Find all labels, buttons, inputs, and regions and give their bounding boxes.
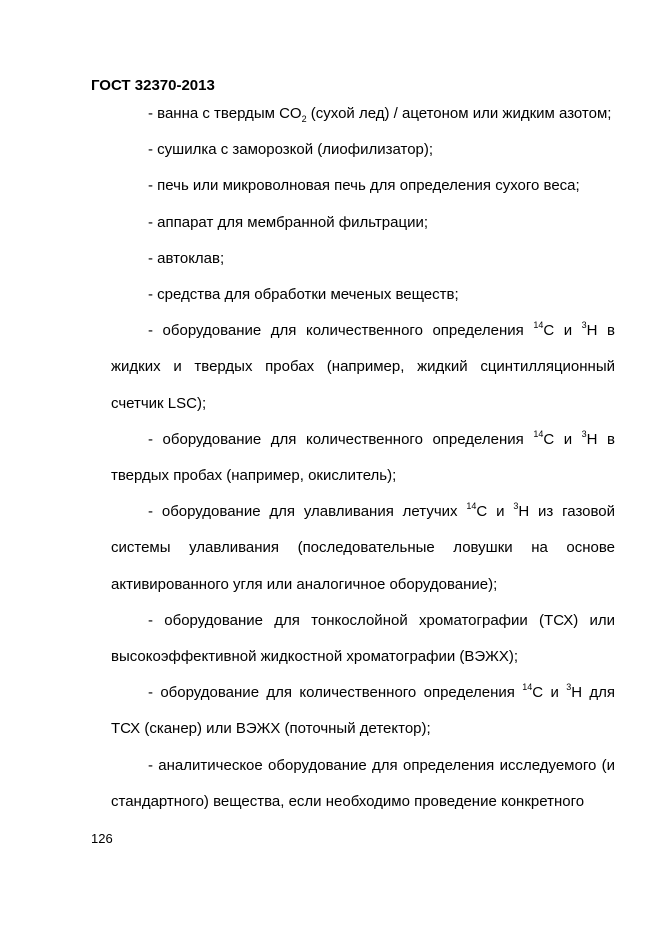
list-item-text: H в жидких и твердых пробах (например, жидкий сцинтилляционный счетчик LSC); bbox=[111, 322, 616, 412]
list-item-oven: - печь или микроволновая печь для определения сухого веса; bbox=[148, 177, 580, 195]
list-item-volatile-trapping bbox=[111, 494, 615, 603]
list-item-text: - оборудование для количественного определения bbox=[148, 684, 523, 702]
superscript-text: 14 bbox=[522, 682, 533, 693]
list-item-chromatography: - оборудование для тонкослойной хроматографии (ТСХ) или высокоэффективной жидкостной хроматографии (ВЭЖХ); bbox=[111, 611, 615, 666]
list-item-text: C и bbox=[532, 684, 567, 702]
list-item-text: H из газовой системы улавливания (последовательные ловушки на основе активированного угля или аналогичное оборудование); bbox=[111, 503, 616, 593]
list-item-text: - ванна с твердым CO bbox=[148, 105, 302, 122]
subscript-text: 2 bbox=[301, 114, 307, 124]
superscript-text: 3 bbox=[513, 501, 519, 512]
list-item-text: H в твердых пробах (например, окислитель); bbox=[111, 430, 616, 485]
superscript-text: 3 bbox=[581, 428, 587, 439]
document-header: ГОСТ 32370-2013 bbox=[91, 77, 215, 94]
list-item-dry-ice-bath bbox=[111, 96, 615, 132]
superscript-text: 14 bbox=[533, 428, 544, 439]
superscript-text: 3 bbox=[581, 320, 587, 331]
list-item-text: C и bbox=[543, 430, 582, 448]
list-item-text: C и bbox=[543, 322, 582, 340]
list-item-text: - оборудование для улавливания летучих bbox=[148, 503, 467, 521]
list-item-text: H для ТСХ (сканер) или ВЭЖХ (поточный детектор); bbox=[111, 684, 616, 738]
list-item-membrane-filtration: - аппарат для мембранной фильтрации; bbox=[148, 213, 428, 231]
list-item-oxidizer bbox=[111, 422, 615, 494]
list-item-text: (сухой лед) / ацетоном или жидким азотом; bbox=[306, 105, 612, 122]
list-item-text: C и bbox=[476, 503, 514, 521]
list-item-autoclave: - автоклав; bbox=[148, 249, 225, 267]
list-item-freeze-dryer: - сушилка с заморозкой (лиофилизатор); bbox=[148, 141, 434, 159]
equipment-list bbox=[111, 96, 615, 820]
list-item-analytical-equipment: - аналитическое оборудование для определения исследуемого (и стандартного) вещества, если необходимо проведение конкретного bbox=[111, 756, 615, 810]
list-item-lsc bbox=[111, 313, 615, 422]
superscript-text: 14 bbox=[533, 320, 544, 331]
page-number: 126 bbox=[91, 831, 113, 846]
list-item-detector bbox=[111, 675, 615, 747]
superscript-text: 14 bbox=[466, 501, 477, 512]
list-item-text: - оборудование для количественного определения bbox=[148, 430, 534, 448]
list-item-labelled-substances: - средства для обработки меченых веществ; bbox=[148, 286, 459, 304]
list-item-text: - оборудование для количественного определения bbox=[148, 322, 534, 340]
superscript-text: 3 bbox=[566, 682, 572, 693]
